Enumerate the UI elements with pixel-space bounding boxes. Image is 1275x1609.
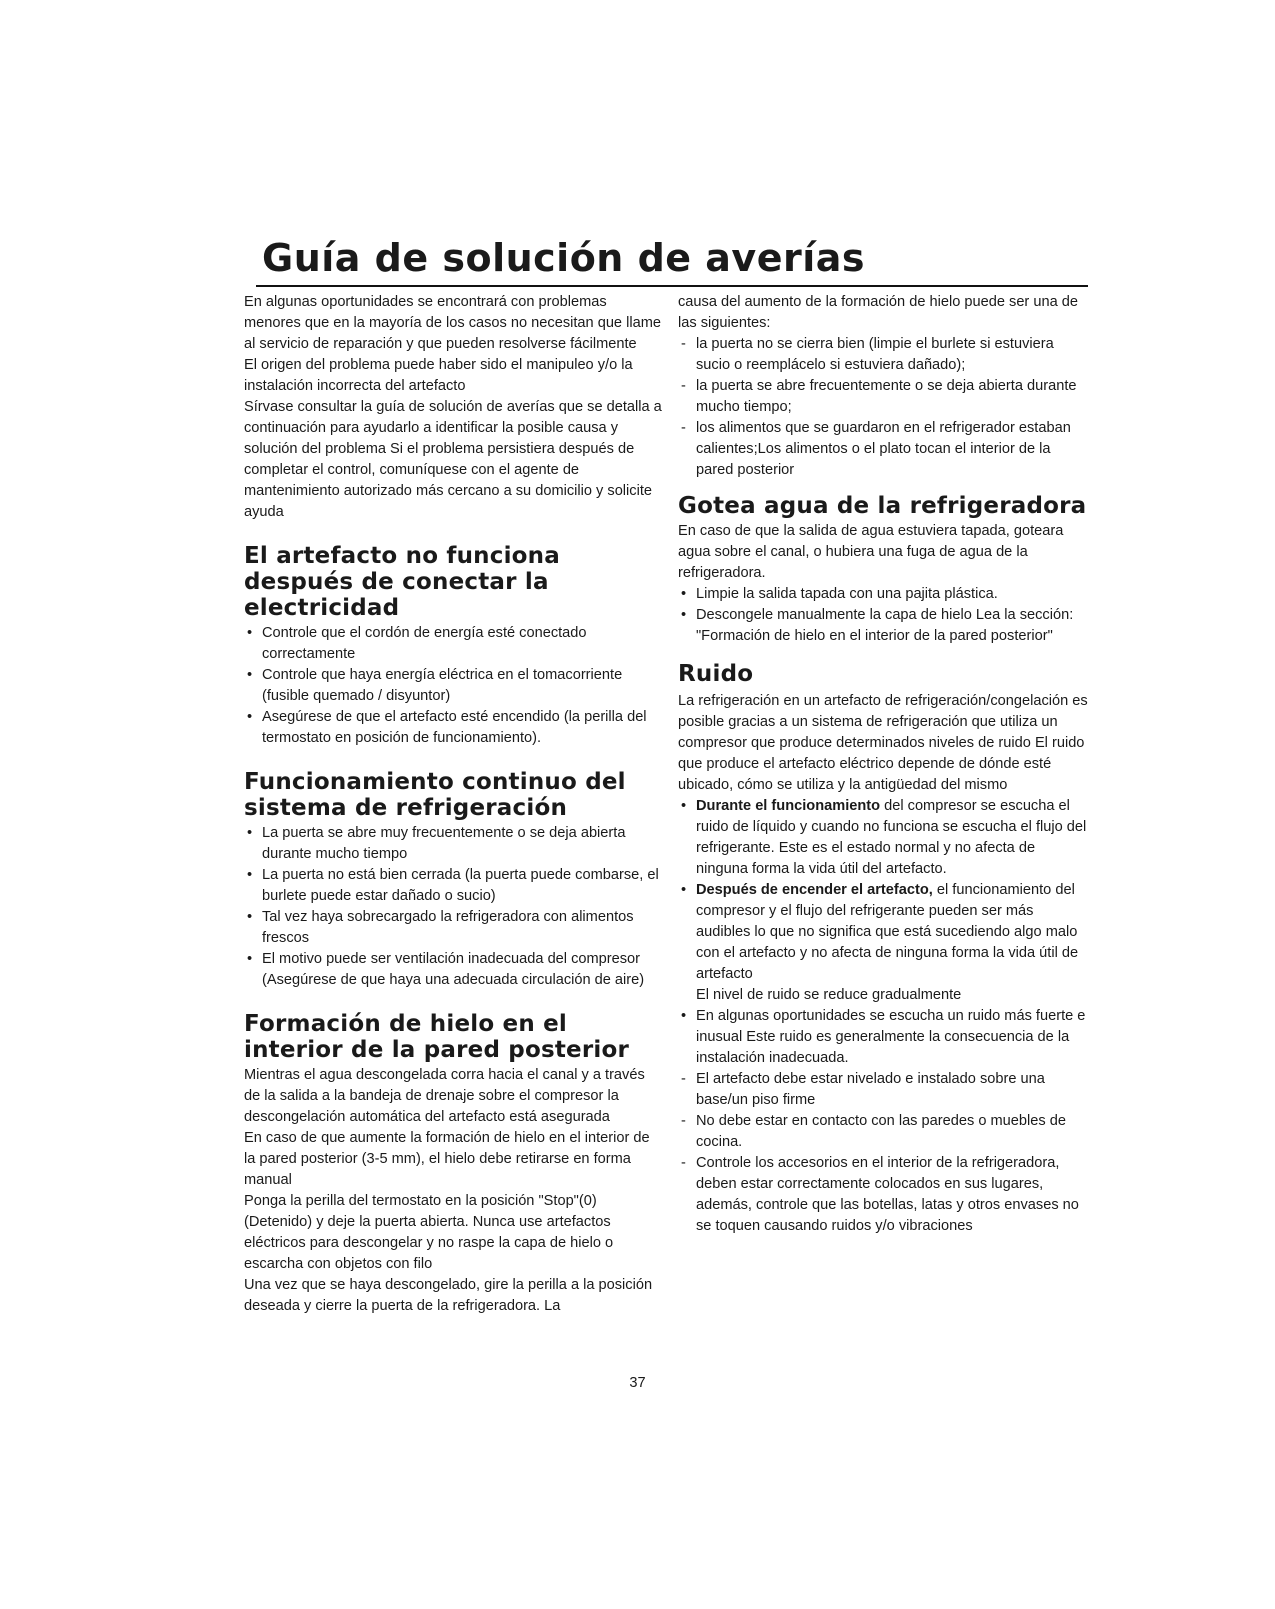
list-item: - El artefacto debe estar nivelado e instalado sobre una base/un piso firme xyxy=(678,1069,1090,1111)
list-item: - la puerta se abre frecuentemente o se deja abierta durante mucho tiempo; xyxy=(678,376,1090,418)
list-item: • Limpie la salida tapada con una pajita plástica. xyxy=(678,584,1090,605)
ruido-item2-bold: Después de encender el artefacto, xyxy=(696,882,933,898)
list-item: - No debe estar en contacto con las paredes o muebles de cocina. xyxy=(678,1111,1090,1153)
hielo-paragraph-2: En caso de que aumente la formación de hielo en el interior de la pared posterior (3-5 mm), el hielo debe retirarse en forma manual xyxy=(244,1130,650,1188)
gotea-intro: En caso de que la salida de agua estuviera tapada, goteara agua sobre el canal, o hubiera una fuga de agua de la refrigeradora. xyxy=(678,523,1064,581)
list-hielo-causas xyxy=(678,334,1090,481)
page-title: Guía de solución de averías xyxy=(262,236,866,280)
list-no-funciona xyxy=(244,623,662,749)
list-item: • La puerta no está bien cerrada (la puerta puede combarse, el burlete puede estar dañado o sucio) xyxy=(244,865,662,907)
list-item: - la puerta no se cierra bien (limpie el burlete si estuviera sucio o reemplácelo si estuviera dañado); xyxy=(678,334,1090,376)
list-item: • El motivo puede ser ventilación inadecuada del compresor (Asegúrese de que haya una adecuada circulación de aire) xyxy=(244,949,662,991)
ruido-intro: La refrigeración en un artefacto de refrigeración/congelación es posible gracias a un sistema de refrigeración que utiliza un compresor que produce determinados niveles de ruido El ruido que produce el artefacto eléctrico depende de dónde esté ubicado, cómo se utiliza y la antigüedad del mismo xyxy=(678,693,1088,793)
heading-no-funciona: El artefacto no funciona después de conectar la electricidad xyxy=(244,543,560,621)
list-item: - Controle los accesorios en el interior de la refrigeradora, deben estar correctamente colocados en sus lugares, además, controle que las botellas, latas y otros envases no se toquen causando ruidos y/o vibraciones xyxy=(678,1153,1090,1237)
ruido-item2-extra: El nivel de ruido se reduce gradualmente xyxy=(696,987,962,1003)
ruido-item1-text: del compresor se escucha el ruido de líquido y cuando no funciona se escucha el flujo del refrigerante. Este es el estado normal y no afecta de ninguna forma la vida útil del artefacto. xyxy=(696,798,1087,877)
list-item: - los alimentos que se guardaron en el refrigerador estaban calientes;Los alimentos o el plato tocan el interior de la pared posterior xyxy=(678,418,1090,481)
list-item: • Controle que el cordón de energía esté conectado correctamente xyxy=(244,623,662,665)
list-ruido xyxy=(678,796,1090,985)
ruido-item1-bold: Durante el funcionamiento xyxy=(696,798,881,814)
list-gotea xyxy=(678,584,1090,647)
list-item: • Controle que haya energía eléctrica en el tomacorriente (fusible quemado / disyuntor) xyxy=(244,665,662,707)
title-rule xyxy=(256,285,1088,287)
list-item: • Descongele manualmente la capa de hielo Lea la sección: "Formación de hielo en el interior de la pared posterior" xyxy=(678,605,1090,647)
page-number: 37 xyxy=(629,1375,646,1391)
hielo-paragraph-4: Una vez que se haya descongelado, gire la perilla a la posición deseada y cierre la puerta de la refrigeradora. La xyxy=(244,1277,653,1314)
intro-paragraph-2: El origen del problema puede haber sido el manipuleo y/o la instalación incorrecta del artefacto xyxy=(244,357,633,394)
list-ruido-2 xyxy=(678,1006,1090,1069)
list-ruido-causas xyxy=(678,1069,1090,1237)
intro-paragraph-1: En algunas oportunidades se encontrará con problemas menores que en la mayoría de los casos no necesitan que llame al servicio de reparación y que pueden resolverse fácilmente xyxy=(244,294,661,352)
list-item: • Asegúrese de que el artefacto esté encendido (la perilla del termostato en posición de funcionamiento). xyxy=(244,707,662,749)
list-funcionamiento-continuo xyxy=(244,823,662,991)
list-item xyxy=(678,880,1090,985)
heading-funcionamiento-continuo: Funcionamiento continuo del sistema de refrigeración xyxy=(244,769,626,821)
intro-paragraph-3: Sírvase consultar la guía de solución de averías que se detalla a continuación para ayudarlo a identificar la posible causa y solución del problema Si el problema persistiera después de completar el control, comuníquese con el agente de mantenimiento autorizado más cercano a su domicilio y solicite ayuda xyxy=(244,399,662,520)
hielo-continuation: causa del aumento de la formación de hielo puede ser una de las siguientes: xyxy=(678,294,1078,331)
left-column xyxy=(244,292,662,1317)
list-item xyxy=(678,796,1090,880)
hielo-paragraph-1: Mientras el agua descongelada corra hacia el canal y a través de la salida a la bandeja de drenaje sobre el compresor la descongelación automática del artefacto está asegurada xyxy=(244,1067,645,1125)
heading-gotea-agua: Gotea agua de la refrigeradora xyxy=(678,493,1087,519)
list-item: • La puerta se abre muy frecuentemente o se deja abierta durante mucho tiempo xyxy=(244,823,662,865)
heading-formacion-hielo: Formación de hielo en el interior de la pared posterior xyxy=(244,1011,630,1063)
heading-ruido: Ruido xyxy=(678,661,754,687)
ruido-item2-text: el funcionamiento del compresor y el flujo del refrigerante pueden ser más audibles lo que no significa que está sucediendo algo malo con el artefacto y no afecta de ninguna forma la vida útil de artefacto xyxy=(696,882,1079,982)
list-item: • Tal vez haya sobrecargado la refrigeradora con alimentos frescos xyxy=(244,907,662,949)
hielo-paragraph-3: Ponga la perilla del termostato en la posición "Stop"(0) (Detenido) y deje la puerta abierta. Nunca use artefactos eléctricos para descongelar y no raspe la capa de hielo o escarcha con objetos con filo xyxy=(244,1193,614,1272)
list-item: • En algunas oportunidades se escucha un ruido más fuerte e inusual Este ruido es generalmente la consecuencia de la instalación inadecuada. xyxy=(678,1006,1090,1069)
right-column xyxy=(678,292,1090,1237)
